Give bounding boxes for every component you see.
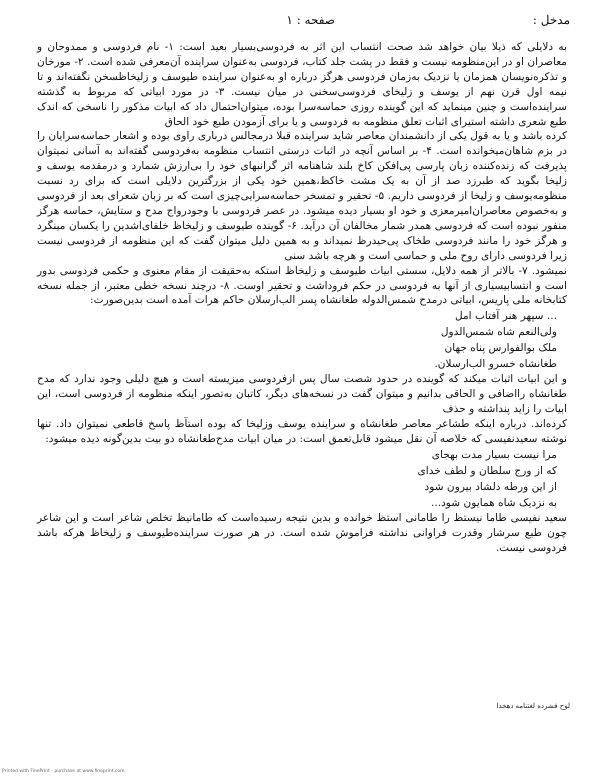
verse-line: ... سپهر هنر آفتاب امل [454,310,557,323]
printer-watermark: Printed with FinePrint - purchase at www.fineprint.com [2,769,125,774]
page-header [30,13,570,33]
document-body [37,40,567,556]
paragraph: و این ابیات اثبات میکند که گوینده در حدود شصت سال پس ازفردوسی میزیسته است و هیچ دلیلی وجود ندارد که مدح طغانشاه رااضافی و الحاقی بدانیم و میتوان گفت در نسخه‌های دیگر، کاتبان به‌تصور اینکه منظومه از فردوسی است، این ابیات را زاید پنداشته و حذف [37,373,567,416]
entry-label: مدخل : [532,13,570,27]
verse-line: مرا نیست بسیار مدت بهجای [431,448,557,461]
paragraph: کرده‌اند. درباره اینکه طشاعر معاصر طغانشاه و سراینده یوسف وزلیخا که بوده استآظ پاسخ قاطعی نمیتوان داد. تنها نوشته سعیدنفیسی که خلاصه آن نقل میشود قابل‌تعمق است: در میان ابیات مدح‌طغانشاه دو بیت بدین‌گونه دیده میشود: [37,418,567,445]
verse-line: ملک بوالفوارس پناه جهان [444,342,557,355]
verse-line: از این ورطه دلشاد بیرون شود [424,480,557,493]
paragraph: به دلایلی که ذیلا بیان خواهد شد صحت انتساب این اثر به فردوسی‌بسیار بعید است: ۱- نام فردوسی و ممدوحان و معاصران او در این‌منظومه نیست و فقط در پشت جلد کتاب، فردوسی به‌عنوان سراینده آن‌معرفی شده است. ۲- مورخان و تذکره‌نویسان همزمان یا نزدیک به‌زمان فردوسی هرگز درباره او به‌عنوان سراینده طیوسف و زلیخاظسخن نگفته‌اند و تا نیمه اول قرن نهم از یوسف و زلیخای فردوسی‌سخنی در میان نیست. ۳- در مورد ابیاتی که مربوط به گذشته سراینده‌است و چنین مینماید که این گوینده روزی حماسه‌سرا بوده، میتوان‌احتمال داد که ابیات مذکور را ناسخی که اندک طبع شعری داشته استیرای اثبات تعلق منظومه به فردوسی و یا برای آزمودن طبع خود الحاق [37,41,567,128]
verse-block [37,308,567,372]
verse-line: که از ورج سلطان و لطف خدای [417,464,557,477]
paragraph: نمیشود. ۷- بالاتر از همه دلایل، سستی ابیات طیوسف و زلیخاظ استکه به‌حقیقت از مقام معنوی و حکمی فردوسی بدور است و انتسابیسیاری از آنها به فردوسی در حکم فروداشت و تحقیر اوست. ۸- درچند نسخه خطی معتبر، از جمله نسخه کتابخانه ملی پاریس، ابیاتی درمدح شمس‌الدوله طغانشاه پسر الب‌ارسلان حاکم هرات آمده است بدین‌صورت: [37,264,567,307]
footnote-source: لوح فشرده لغتنامه دهخدا [496,702,570,710]
paragraph: کرده باشد و یا به قول یکی از دانشمندان معاصر شاید سراینده قبلا درمجالس درباری راوی بوده و اشعار حماسه‌سرایان را در بزم شاهان‌میخوانده است. ۴- بر اساس آنچه در اثبات درستی انتساب منظومه به‌فردوسی گفته‌اند به آسانی نمیتوان پذیرفت که زنده‌کننده زبان پارسی پی‌افکن کاخ بلند شاهنامه اثر گرانبهای خود را بی‌ارزش شمارد و درمقدمه یوسف و زلیخا بگوید که طبرزد صد از آن به یک مشت خاکظ،همین خود یکی از بزرگترین دلایلی است که برای رد نسبت منظومه‌یوسف و زلیخا از فردوسی داریم. ۵- تحقیر و تمسخر حماسه‌سرایی‌چیزی است که بر زبان شعرای بعد از فردوسی و به‌خصوص معاصران‌امیرمعزی و خود او بسیار دیده میشود. در عصر فردوسی با وجودرواج مدح و ستایش، حماسه هرگز منفور نبوده است که فردوسی همدر شمار مخالفان آن درآید. ۶- گوینده طیوسف و زلیخاظ خلفای‌اشدین را یکسان مینگرد و هرگز خود را مانند فردوسی طخاک پی‌حیدرظ نمیداند و به همین دلیل میتوان گفت که این منظومه از فردوسی نیست زیرا فردوسی دارای روح ملی و حماسی است و هرچه باشد سنی [36,130,567,262]
page-number-label: صفحه : ۱ [286,13,335,27]
verse-line: به نزدیک شاه همایون شود... [430,496,557,509]
paragraph: سعید نفیسی طاما نیستظ را طامانی استظ خوانده و بدین نتیجه رسیده‌است که طامانیظ تخلص شاعر است و این شاعر چون طبع سرشار وقدرت فراوانی نداشته فراموش شده است. در هر صورت سراینده‌طیوسف و زلیخاظ هرکه باشد فردوسی نیست. [37,511,567,554]
verse-line: طغانشاه خسرو الب‌ارسلان. [434,358,557,371]
verse-line: ولی‌النعم شاه شمس‌الدول [440,326,557,339]
verse-block [37,447,567,511]
